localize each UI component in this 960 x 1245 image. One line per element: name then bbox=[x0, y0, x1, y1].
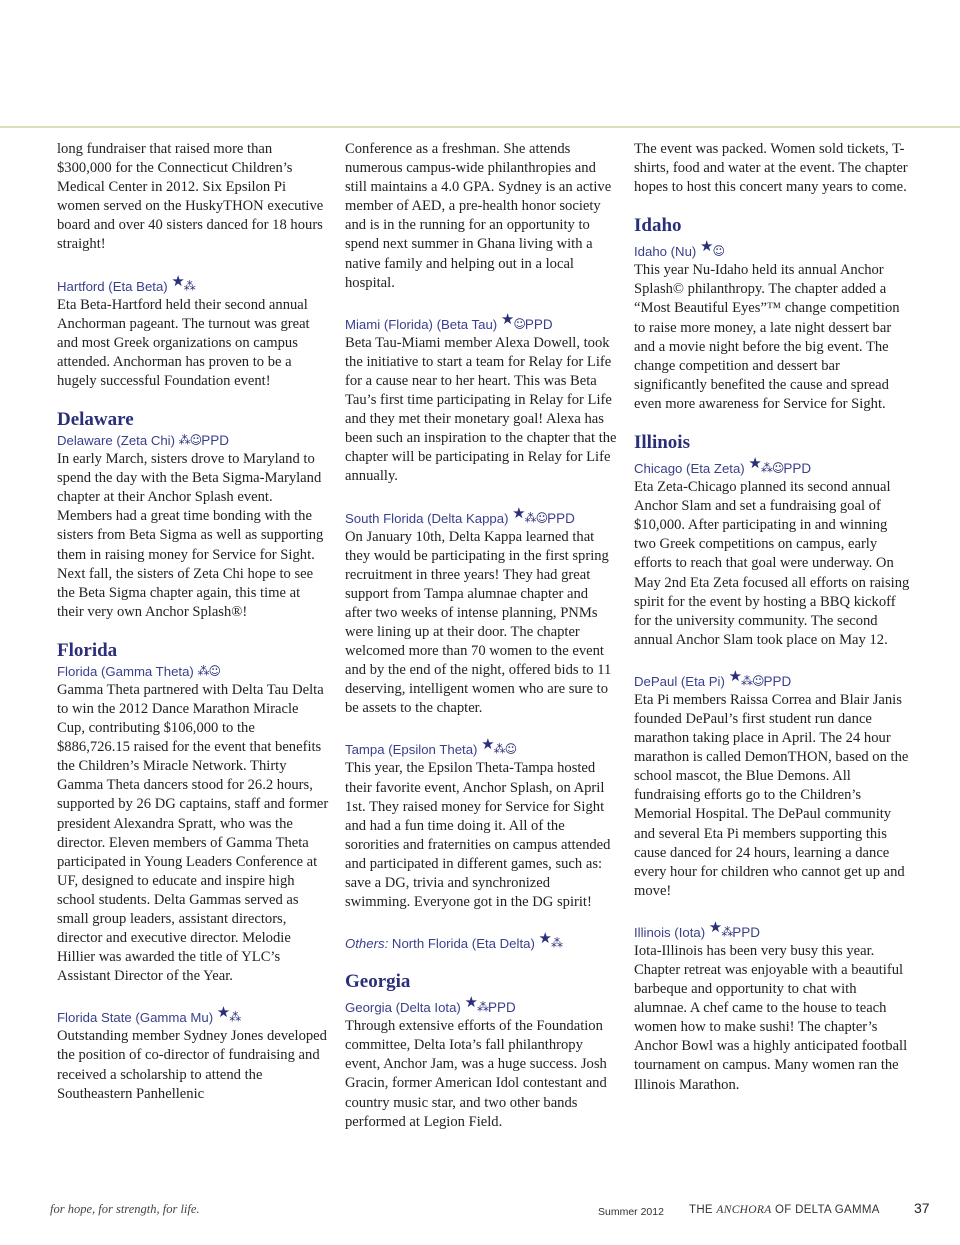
stars-icon: ★⁂ bbox=[728, 666, 753, 688]
chapter-paragraph: Outstanding member Sydney Jones developed the position of co-director of fundraising and received a scholarship to attend the Southeastern Panhellenic bbox=[57, 1028, 327, 1102]
footer-magazine-title: THE ANCHORA OF DELTA GAMMA bbox=[689, 1204, 880, 1216]
state-heading-illinois: Illinois bbox=[634, 432, 690, 454]
chapter-heading-miami: Miami (Florida) (Beta Tau) ★☺PPD bbox=[345, 309, 553, 332]
stars-icon: ★⁂ bbox=[512, 503, 536, 525]
ppd-badge: PPD bbox=[783, 461, 812, 477]
eye-icon: ☺ bbox=[189, 433, 202, 448]
chapter-heading-chicago: Chicago (Eta Zeta) ★⁂☺PPD bbox=[634, 454, 812, 477]
chapter-paragraph: Through extensive efforts of the Foundation committee, Delta Iota’s fall philanthropy event, Anchor Jam, was a huge success. Josh Gracin, former American Idol contestant and country music star, and two other bands performed at Legion Field. bbox=[345, 1018, 607, 1130]
chapter-paragraph: Eta Zeta-Chicago planned its second annual Anchor Slam and set a fundraising goal of $10,000. After participating in and winning two Greek competitions on campus, early efforts to reach that goal were underway. On May 2nd Eta Zeta focused all efforts on raising spirit for the event by hosting a BBQ kickoff for the university community. The second annual Anchor Slam took place on May 12. bbox=[634, 479, 910, 648]
chapter-heading-florida: Florida (Gamma Theta) ⁂☺ bbox=[57, 663, 220, 679]
state-heading-florida: Florida bbox=[57, 639, 118, 661]
ppd-badge: PPD bbox=[201, 433, 229, 449]
chapter-paragraph: In early March, sisters drove to Maryland to spend the day with the Beta Sigma-Maryland chapter at their Anchor Splash event. Members had a great time bonding with the sisters from Beta Sigma as well as supporting them in raising money for Service for Sight. Next fall, the sisters of Zeta Chi hope to see the Beta Sigma chapter again, this time at their very own Anchor Splash®! bbox=[57, 451, 324, 620]
continued-paragraph: The event was packed. Women sold tickets, T-shirts, food and water at the event. The chapter hopes to host this concert many years to come. bbox=[634, 141, 908, 196]
chapter-heading-depaul: DePaul (Eta Pi) ★⁂☺PPD bbox=[634, 666, 792, 689]
chapter-heading-others: Others: North Florida (Eta Delta) ★⁂ bbox=[345, 929, 562, 952]
ppd-badge: PPD bbox=[487, 1000, 516, 1016]
chapter-heading-hartford: Hartford (Eta Beta) ★⁂ bbox=[57, 271, 195, 294]
chapter-heading-tampa: Tampa (Epsilon Theta) ★⁂☺ bbox=[345, 735, 517, 758]
eye-icon: ☺ bbox=[208, 663, 220, 678]
state-heading-delaware: Delaware bbox=[57, 409, 134, 431]
stars-icon: ★⁂ bbox=[708, 917, 733, 939]
continued-paragraph: Conference as a freshman. She attends numerous campus-wide philanthropies and still maintains a 4.0 GPA. Sydney is an active member of AED, a pre-health honor society and is in the running for an opportunity to spend next summer in Ghana living with a native family and helping out in a local hospital. bbox=[345, 141, 612, 291]
eye-icon: ☺ bbox=[752, 673, 764, 688]
star-icon: ★ bbox=[699, 237, 713, 256]
chapter-heading-illinois: Illinois (Iota) ★⁂PPD bbox=[634, 917, 760, 940]
chapter-paragraph: Eta Beta-Hartford held their second annual Anchorman pageant. The turnout was great and most Greek organizations on campus attended. Anchorman has proven to be a hugely successful Foundation event! bbox=[57, 296, 310, 389]
chapter-paragraph: Iota-Illinois has been very busy this year. Chapter retreat was enjoyable with a beautiful barbeque and opportunity to chat with alumnae. A chef came to the house to teach women how to make sushi! The chapter’s Anchor Bowl was a highly anticipated football tournament on campus. Many women ran the Illinois Marathon. bbox=[634, 942, 908, 1093]
column-3 bbox=[634, 140, 910, 1095]
stars-icon: ★⁂ bbox=[538, 929, 562, 951]
chapter-paragraph: This year, the Epsilon Theta-Tampa hosted their favorite event, Anchor Splash, on April 1st. They raised money for Service for Sight and had a fun time doing it. All of the sororities and fraternities on campus attended and participated in different games, such as: save a DG, trivia and synchronized swimming. Everyone got in the DG spirit! bbox=[345, 760, 611, 911]
continued-paragraph: long fundraiser that raised more than $300,000 for the Connecticut Children’s Medical Center in 2012. Six Epsilon Pi women served on the HuskyTHON executive board and over 40 sisters danced for 18 hours straight! bbox=[57, 141, 324, 253]
eye-icon: ☺ bbox=[504, 742, 517, 757]
ppd-badge: PPD bbox=[732, 924, 760, 940]
chapter-paragraph: Gamma Theta partnered with Delta Tau Delta to win the 2012 Dance Marathon Miracle Cup, contributing $106,000 to the $886,726.15 raised for the event that benefits the Children’s Miracle Network. Thirty Gamma Theta dancers stood for 26.2 hours, supported by 26 DG captains, staff and former president Alexandra Spratt, who was the director. Eleven members of Gamma Theta participated in Young Leaders Conference at UF, designed to educate and inspire high school students. Delta Gammas served as small group leaders, assistant directors, director and executive director. Melodie Hillier was awarded the title of YLC’s Assistant Director of the Year. bbox=[57, 681, 329, 985]
stars-icon: ★⁂ bbox=[748, 454, 772, 476]
ppd-badge: PPD bbox=[547, 510, 575, 526]
column-1 bbox=[57, 140, 329, 1104]
star-icon: ★ bbox=[500, 309, 514, 328]
stars-icon: ⁂ bbox=[178, 433, 190, 448]
stars-icon: ⁂ bbox=[197, 663, 209, 678]
chapter-heading-south-florida: South Florida (Delta Kappa) ★⁂☺PPD bbox=[345, 503, 575, 526]
chapter-heading-georgia: Georgia (Delta Iota) ★⁂PPD bbox=[345, 993, 516, 1016]
footer-issue: Summer 2012 bbox=[598, 1206, 664, 1218]
page-number: 37 bbox=[914, 1200, 930, 1216]
ppd-badge: PPD bbox=[763, 673, 792, 689]
chapter-paragraph: This year Nu-Idaho held its annual Anchor Splash© philanthropy. The chapter added a “Most Beautiful Eyes”™ change competition to raise more money, a late night dessert bar and a movie night before the big event. The change competition and dessert bar significantly benefited the cause and spread even more awareness for Service for Sight. bbox=[634, 262, 900, 412]
footer-tagline: for hope, for strength, for life. bbox=[50, 1202, 200, 1216]
header-rule bbox=[0, 126, 960, 128]
chapter-heading-delaware: Delaware (Zeta Chi) ⁂☺PPD bbox=[57, 433, 229, 449]
column-2 bbox=[345, 140, 617, 1132]
chapter-heading-idaho: Idaho (Nu) ★☺ bbox=[634, 237, 724, 260]
chapter-paragraph: Beta Tau-Miami member Alexa Dowell, took the initiative to start a team for Relay for Life for a cause near to her heart. This was Beta Tau’s first time participating in Relay for Life and they met their monetary goal! Alexa has been such an inspiration to the chapter that the chapter will be participating in Relay for Life annually. bbox=[345, 334, 617, 485]
stars-icon: ★⁂ bbox=[464, 993, 488, 1015]
chapter-paragraph: On January 10th, Delta Kappa learned that they would be participating in the first spring recruitment in three years! They had great support from Tampa alumnae chapter and after two weeks of intense planning, PNMs were lining up at their door. The chapter welcomed more than 70 women to the event and by the end of the night, offered bids to 11 deserving, intelligent women who are sure to be assets to the chapter. bbox=[345, 528, 612, 717]
chapter-paragraph: Eta Pi members Raissa Correa and Blair Janis founded DePaul’s first student run dance marathon taking place in April. The 24 hour marathon is called DemonTHON, based on the school mascot, the Blue Demons. All fundraising efforts go to the Children’s Memorial Hospital. The DePaul community and several Eta Pi members supporting this cause danced for 24 hours, learning a dance every hour for children who cannot get up and move! bbox=[634, 691, 909, 899]
chapter-heading-florida-state: Florida State (Gamma Mu) ★⁂ bbox=[57, 1003, 241, 1026]
stars-icon: ★⁂ bbox=[171, 271, 195, 293]
eye-icon: ☺ bbox=[535, 510, 548, 525]
eye-icon: ☺ bbox=[513, 316, 525, 331]
state-heading-georgia: Georgia bbox=[345, 971, 411, 993]
eye-icon: ☺ bbox=[712, 244, 724, 259]
stars-icon: ★⁂ bbox=[481, 735, 505, 757]
ppd-badge: PPD bbox=[524, 316, 553, 332]
eye-icon: ☺ bbox=[771, 461, 784, 476]
state-heading-idaho: Idaho bbox=[634, 215, 682, 237]
stars-icon: ★⁂ bbox=[216, 1003, 241, 1025]
